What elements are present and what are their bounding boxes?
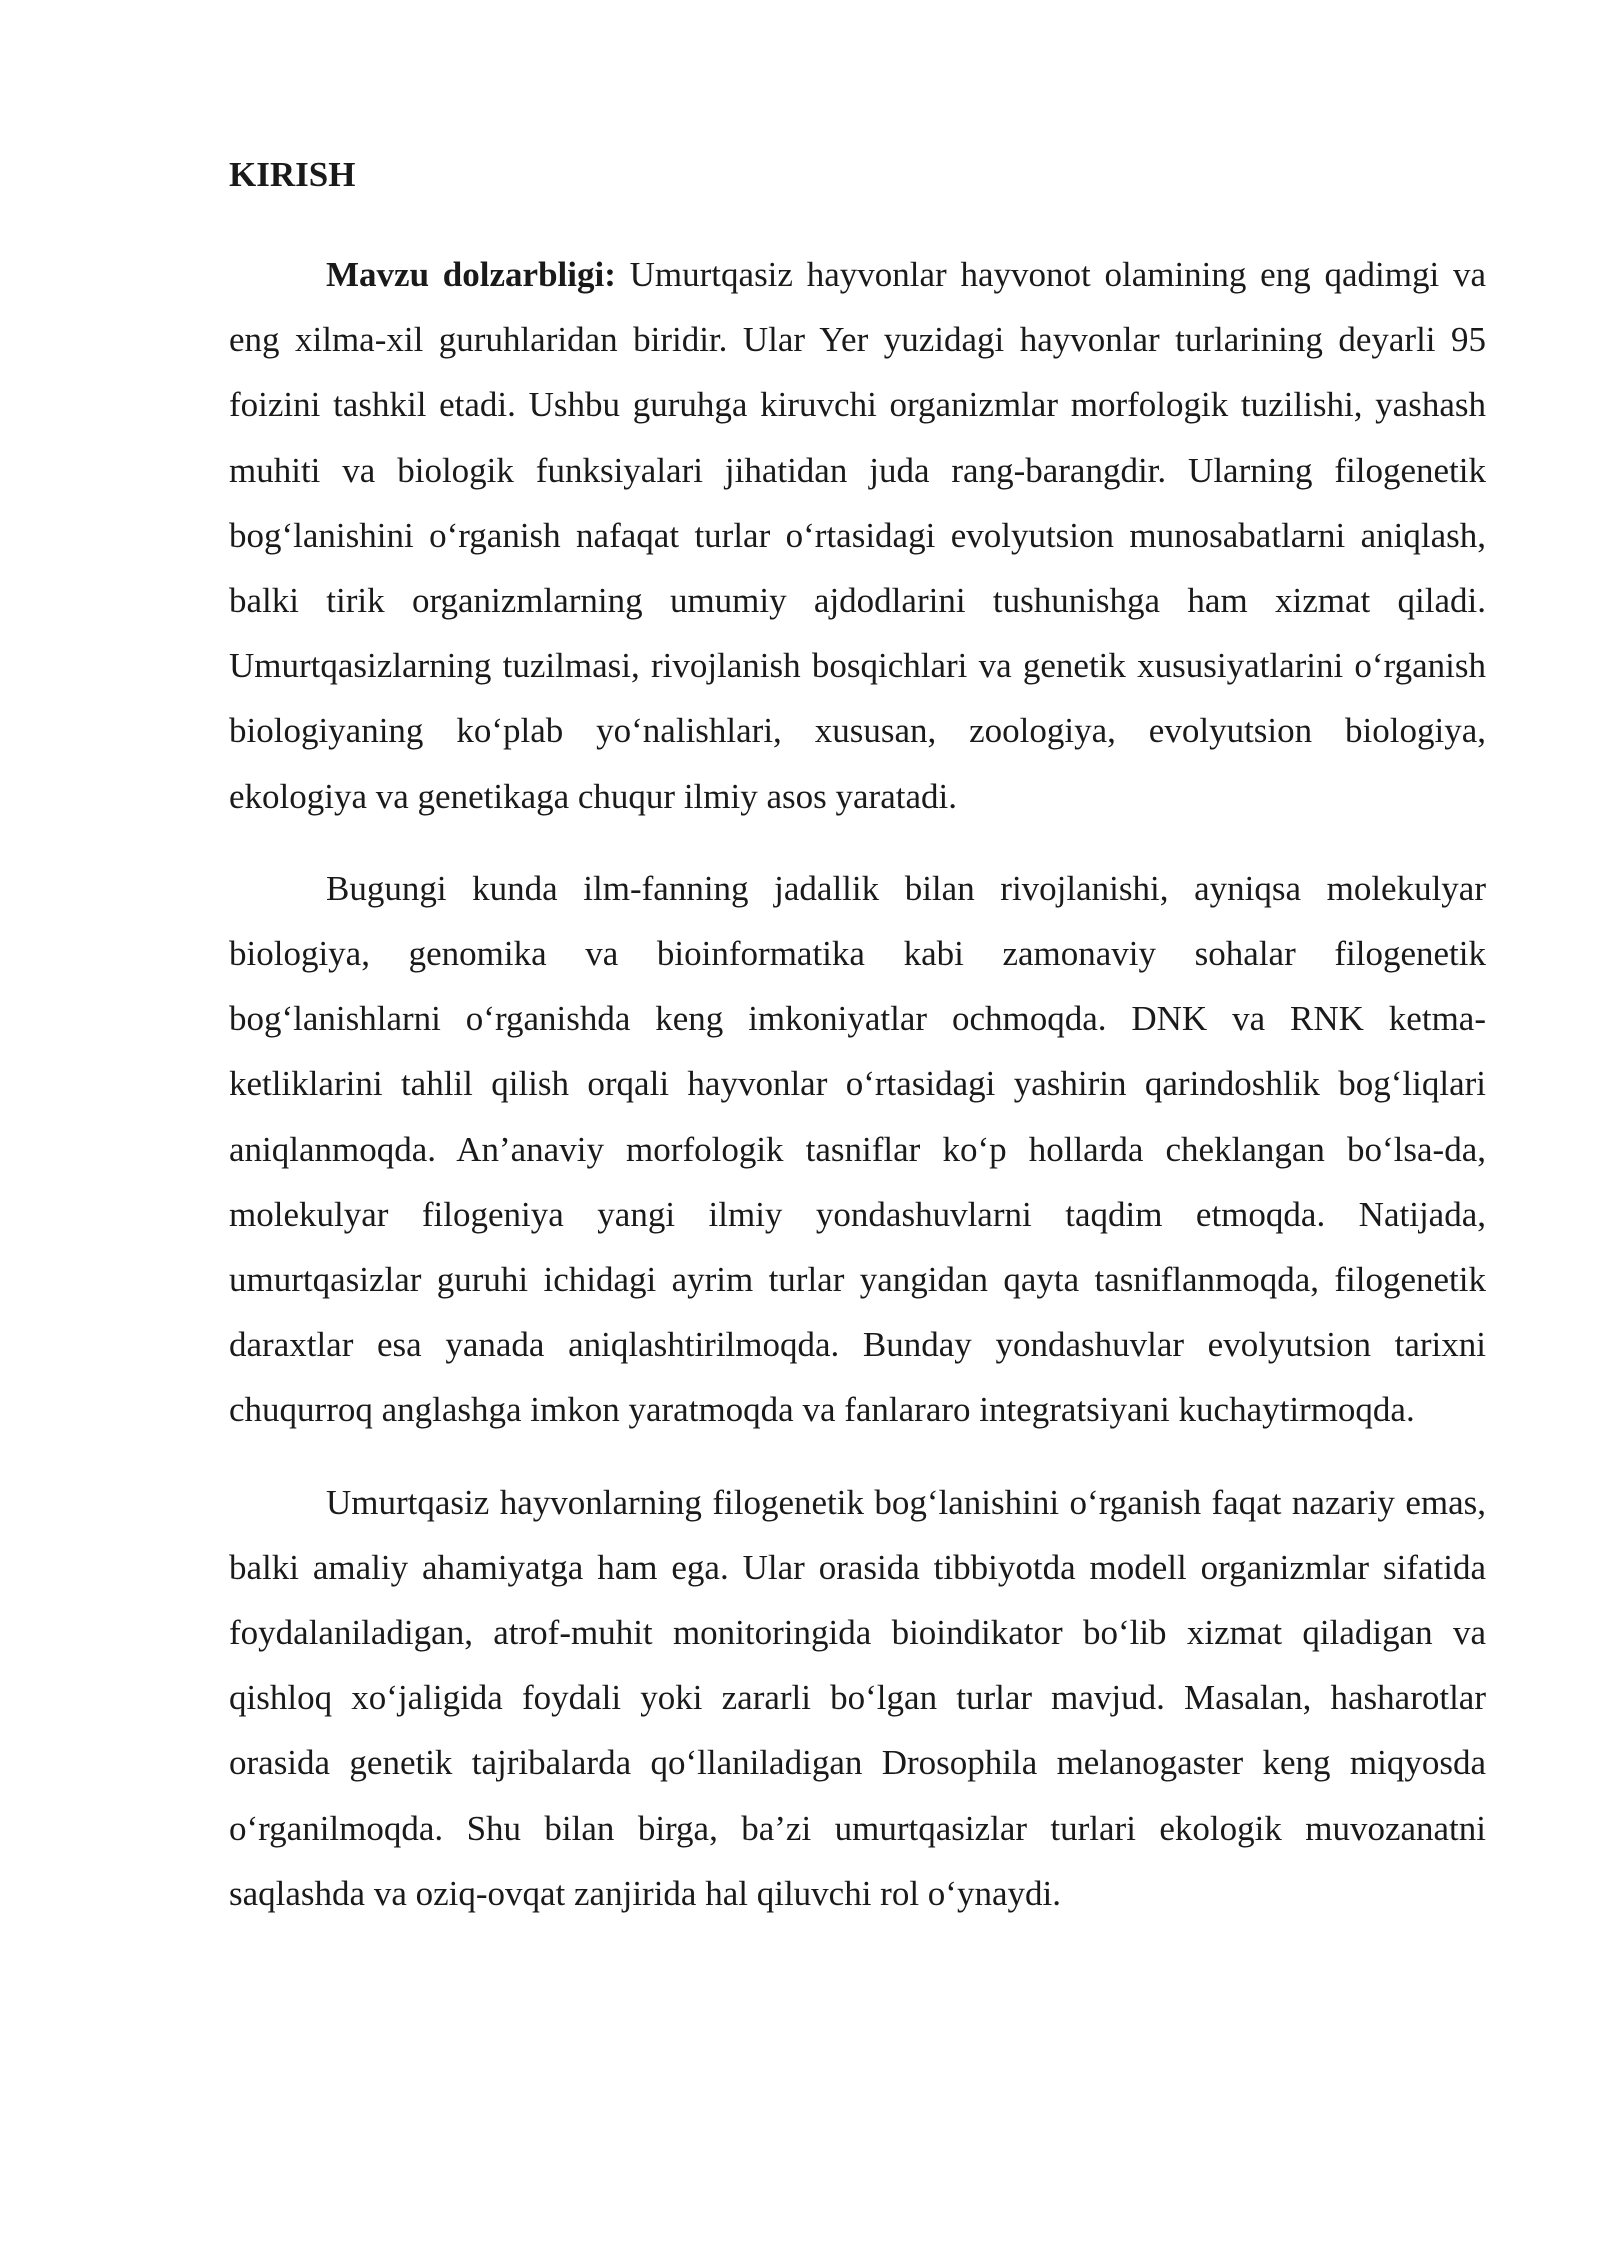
paragraph-molecular — [229, 856, 1486, 1443]
paragraph-text: Umurtqasiz hayvonlarning filogenetik bog‘lanishini o‘rganish faqat nazariy emas, balki amaliy ahamiyatga ham ega. Ular orasida tibbiyotda modell organizmlar sifatida foydalaniladigan, atrof-muhit monitoringida bioindikator bo‘lib xizmat qiladigan va qishloq xo‘jaligida foydali yoki zararli bo‘lgan turlar mavjud. Masalan, hasharotlar orasida genetik tajribalarda qo‘llaniladigan Drosophila melanogaster keng miqyosda o‘rganilmoqda. Shu bilan birga, ba’zi umurtqasizlar turlari ekologik muvozanatni saqlashda va oziq-ovqat zanjirida hal qiluvchi rol o‘ynaydi. — [229, 1482, 1486, 1913]
section-heading: KIRISH — [229, 155, 356, 194]
paragraph-text: Bugungi kunda ilm-fanning jadallik bilan rivojlanishi, ayniqsa molekulyar biologiya, genomika va bioinformatika kabi zamonaviy sohalar filogenetik bog‘lanishlarni o‘rganishda keng imkoniyatlar ochmoqda. DNK va RNK ketma-ketliklarini tahlil qilish orqali hayvonlar o‘rtasidagi yashirin qarindoshlik bog‘liqlari aniqlanmoqda. An’anaviy morfologik tasniflar ko‘p hollarda cheklangan bo‘lsa-da, molekulyar filogeniya yangi ilmiy yondashuvlarni taqdim etmoqda. Natijada, umurtqasizlar guruhi ichidagi ayrim turlar yangidan qayta tasniflanmoqda, filogenetik daraxtlar esa yanada aniqlashtirilmoqda. Bunday yondashuvlar evolyutsion tarixni chuqurroq anglashga imkon yaratmoqda va fanlararo integratsiyani kuchaytirmoqda. — [229, 868, 1486, 1430]
paragraph-relevance — [229, 242, 1486, 829]
document-body — [229, 150, 1486, 1953]
paragraph-text: Umurtqasiz hayvonlar hayvonot olamining eng qadimgi va eng xilma-xil guruhlaridan biridir. Ular Yer yuzidagi hayvonlar turlarining deyarli 95 foizini tashkil etadi. Ushbu guruhga kiruvchi organizmlar morfologik tuzilishi, yashash muhiti va biologik funksiyalari jihatidan juda rang-barangdir. Ularning filogenetik bog‘lanishini o‘rganish nafaqat turlar o‘rtasidagi evolyutsion munosabatlarni aniqlash, balki tirik organizmlarning umumiy ajdodlarini tushunishga ham xizmat qiladi. Umurtqasizlarning tuzilmasi, rivojlanish bosqichlari va genetik xususiyatlarini o‘rganish biologiyaning ko‘plab yo‘nalishlari, xususan, zoologiya, evolyutsion biologiya, ekologiya va genetikaga chuqur ilmiy asos yaratadi. — [229, 255, 1486, 816]
paragraph-practical — [229, 1470, 1486, 1926]
paragraph-lead: Mavzu dolzarbligi: — [326, 255, 616, 294]
